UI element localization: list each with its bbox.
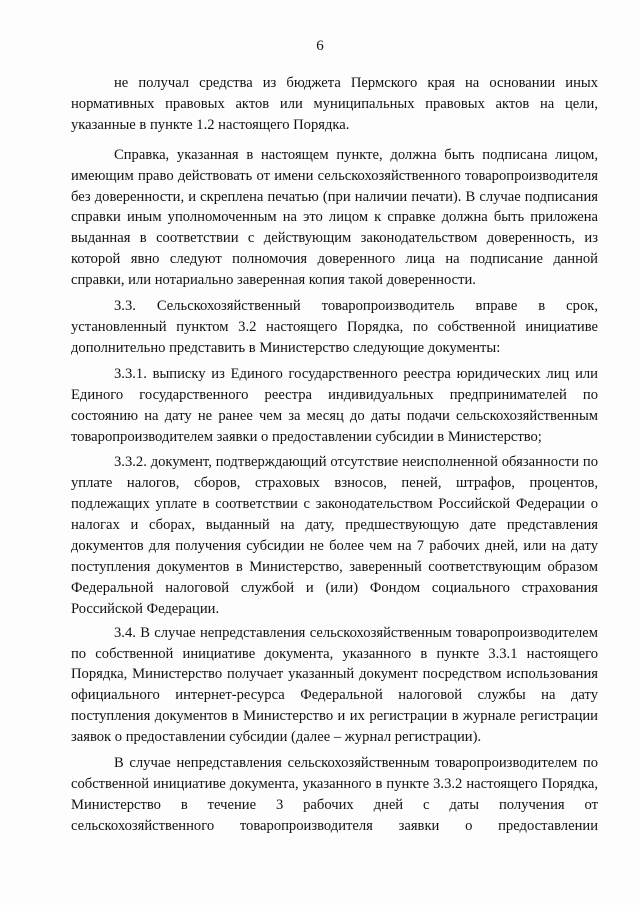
paragraph-3-3-1: 3.3.1. выписку из Единого государственного реестра юридических лиц или Единого государственного реестра индивидуальных предпринимателей по состоянию на дату не ранее чем за месяц до даты подачи сельскохозяйственным товаропроизводителем заявки о предоставлении субсидии в Министерство;: [71, 365, 598, 445]
document-body: [71, 73, 598, 837]
paragraph-3-3: 3.3. Сельскохозяйственный товаропроизводитель вправе в срок, установленный пунктом 3.2 настоящего Порядка, по собственной инициативе дополнительно представить в Министерство следующие документы:: [71, 298, 598, 356]
paragraph-3-3-2: 3.3.2. документ, подтверждающий отсутствие неисполненной обязанности по уплате налогов, сборов, страховых взносов, пеней, штрафов, процентов, подлежащих уплате в соответствии с законодательством Российской Федерации о налогах и сборах, выданный на дату, предшествующую дате представления документов для получения субсидии не более чем на 7 рабочих дней, или на дату поступления документов в Министерство, заверенный соответствующим образом Федеральной налоговой службой и (или) Фондом социального страхования Российской Федерации.: [71, 454, 598, 617]
paragraph-3-4: 3.4. В случае непредставления сельскохозяйственным товаропроизводителем по собственной инициативе документа, указанного в пункте 3.3.1 настоящего Порядка, Министерство получает указанный документ посредством использования официального интернет-ресурса Федеральной налоговой службы на дату поступления документов в Министерство и их регистрации в журнале регистрации заявок о предоставлении субсидии (далее – журнал регистрации).: [71, 624, 598, 746]
paragraph-continuation: не получал средства из бюджета Пермского края на основании иных нормативных правовых актов или муниципальных правовых актов на цели, указанные в пункте 1.2 настоящего Порядка.: [71, 75, 598, 133]
paragraph-certificate: Справка, указанная в настоящем пункте, должна быть подписана лицом, имеющим право действовать от имени сельскохозяйственного товаропроизводителя без доверенности, и скреплена печатью (при наличии печати). В случае подписания справки иным уполномоченным на это лицом к справке должна быть приложена выданная в соответствии с действующим законодательством доверенность, из которой явно следуют полномочия доверенного лица на подписание данной справки, или нотариально заверенная копия такой доверенности.: [71, 146, 598, 289]
page-number: 6: [316, 38, 324, 54]
paragraph-non-submission: В случае непредставления сельскохозяйственным товаропроизводителем по собственной инициативе документа, указанного в пункте 3.3.2 настоящего Порядка, Министерство в течение 3 рабочих дней с даты получения от сельскохозяйственного товаропроизводителя заявки о предоставлении: [71, 755, 598, 834]
